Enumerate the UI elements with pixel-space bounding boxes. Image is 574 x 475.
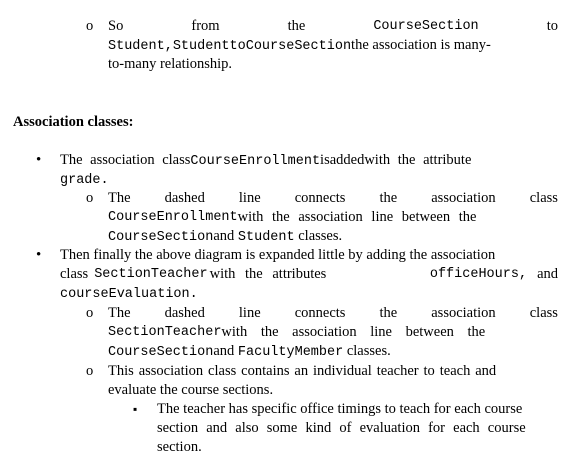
sub-bullet-marker: o (86, 305, 94, 321)
item2-subsub-line-3: section. (157, 439, 202, 455)
text: and (213, 343, 235, 359)
word: dashed (164, 190, 205, 206)
class-name-code: FacultyMember (237, 345, 344, 360)
text: classes. (346, 343, 391, 359)
class-name-code: CourseSection (108, 345, 214, 360)
class-name-code: SectionTeacher (94, 267, 208, 282)
word: So (108, 18, 124, 34)
word: the (379, 305, 398, 321)
section-heading: Association classes: (13, 114, 134, 130)
text: with the attributes (209, 266, 327, 282)
attribute-code: grade. (60, 173, 109, 188)
class-name-code: CourseSection (108, 230, 214, 245)
word: connects (294, 305, 346, 321)
item2-line-2 (60, 265, 558, 284)
item1-line-1 (60, 151, 558, 170)
bullet-marker: • (36, 247, 42, 263)
word: dashed (164, 305, 205, 321)
class-name-code: CourseEnrollment (108, 210, 238, 225)
sub-bullet-marker: o (86, 18, 94, 34)
text: isaddedwith the attribute (320, 152, 472, 168)
class-name-code: CourseSection (373, 19, 479, 34)
item1-sub1-line-1 (108, 189, 558, 208)
item2-line-3 (60, 284, 198, 303)
word: association (431, 190, 496, 206)
square-bullet-marker: ▪ (133, 402, 138, 416)
item2-subsub-line-2: section and also some kind of evaluation for each course (157, 420, 526, 436)
text: class (60, 266, 89, 282)
item2-sub1-line-1 (108, 304, 558, 323)
item2-line-1: Then finally the above diagram is expanded little by adding the association (60, 247, 496, 263)
attribute-code: officeHours, (429, 267, 528, 282)
class-name-code: SectionTeacher (108, 325, 222, 340)
text: with the association line between the (237, 209, 477, 225)
item1-sub1-line-3 (108, 227, 342, 246)
text: The association class (60, 152, 191, 168)
text: with the association line between the (221, 324, 486, 340)
item1-sub1-line-2 (108, 208, 558, 227)
text: classes. (298, 228, 343, 244)
bullet-marker: • (36, 152, 42, 168)
word: the (287, 18, 306, 34)
word: line (238, 190, 261, 206)
class-name-code: StudenttoCourseSection (172, 39, 352, 54)
sub-bullet-marker: o (86, 190, 94, 206)
word: line (238, 305, 261, 321)
attribute-code: courseEvaluation. (60, 287, 198, 302)
text: the association is many- (351, 37, 491, 53)
word: to (546, 18, 558, 34)
item2-sub1-line-3 (108, 342, 391, 361)
text: and (213, 228, 235, 244)
item2-sub1-line-2 (108, 323, 558, 342)
class-name-code: CourseEnrollment (190, 154, 321, 169)
top-item-line-1 (108, 17, 558, 36)
class-name-code: Student (237, 230, 295, 245)
word: association (431, 305, 496, 321)
word: The (108, 305, 131, 321)
item2-sub2-line-1: This association class contains an individual teacher to teach and (108, 363, 497, 379)
top-item-line-2 (108, 36, 491, 55)
word: class (529, 305, 558, 321)
top-item-line-3: to-many relationship. (108, 56, 233, 72)
word: The (108, 190, 131, 206)
word: from (191, 18, 220, 34)
item2-subsub-line-1: The teacher has specific office timings to teach for each course (157, 401, 523, 417)
item1-line-2 (60, 170, 109, 189)
sub-bullet-marker: o (86, 363, 94, 379)
class-name-code: Student, (108, 39, 173, 54)
item2-sub2-line-2: evaluate the course sections. (108, 382, 274, 398)
word: class (529, 190, 558, 206)
text: and (537, 266, 558, 282)
word: the (379, 190, 398, 206)
word: connects (294, 190, 346, 206)
